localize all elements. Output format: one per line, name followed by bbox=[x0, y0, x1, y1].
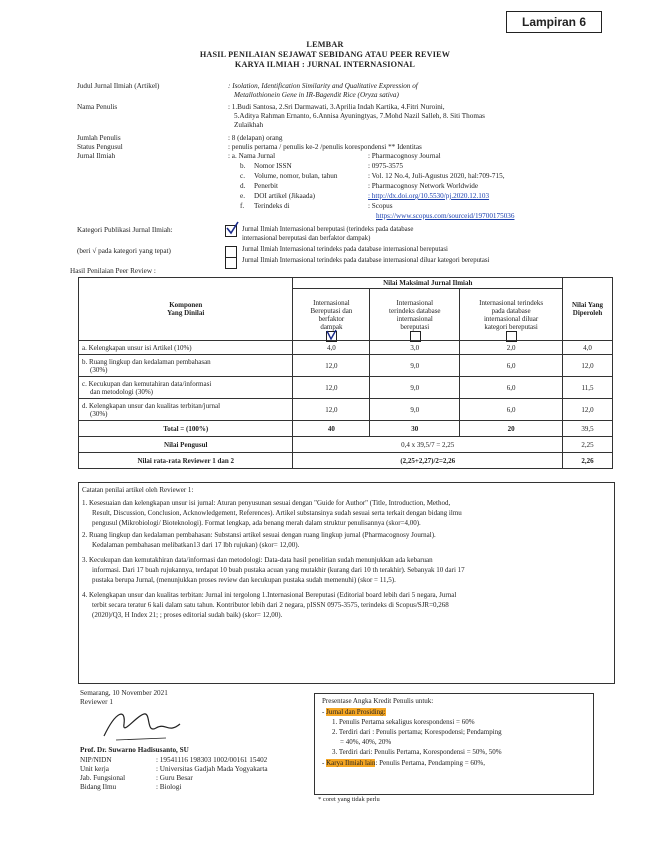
journal-value: : Scopus bbox=[368, 202, 393, 210]
score-cell: 12,0 bbox=[563, 399, 613, 421]
credit-bullet: - Jurnal dan Prosiding: bbox=[322, 708, 386, 716]
meta-label: Status Pengusul bbox=[77, 143, 123, 151]
col1-checkbox[interactable] bbox=[326, 331, 337, 342]
credit-line: = 40%, 40%, 20% bbox=[340, 738, 392, 746]
note-line: 4. Kelengkapan unsur dan kualitas terbitan: Jurnal ini tergolong 1.Internasional Bereputasi (Editorial board lebih dari 5 negara, Jurnal bbox=[82, 591, 457, 599]
journal-label: Volume, nomor, bulan, tahun bbox=[254, 172, 338, 180]
note-line: 2. Ruang lingkup dan kedalaman pembahasan: Substansi artikel sesuai dengan ruang lingkup jurnal (Pharmacognosy Journal). bbox=[82, 531, 436, 539]
sign-field-label: Jab. Fungsional bbox=[80, 774, 126, 782]
title-line-2: HASIL PENILAIAN SEJAWAT SEBIDANG ATAU PEER REVIEW bbox=[199, 50, 451, 59]
sign-field-label: Bidang Ilmu bbox=[80, 783, 117, 791]
credit-line: 2. Terdiri dari : Penulis pertama; Korespodensi; Pendamping bbox=[332, 728, 502, 736]
meta-label: Jumlah Penulis bbox=[77, 134, 121, 142]
score-cell: 2,26 bbox=[563, 453, 613, 469]
category-option: internasional bereputasi dan berfaktor dampak) bbox=[242, 235, 371, 242]
table-row: a. Kelengkapan unsur isi Artikel (10%) 4,0 3,0 2,0 4,0 bbox=[79, 341, 613, 355]
note-line: Result, Discussion, Conclusion, Acknowledgement, References). Artikel substansinya sudah sesuai serta terkait dengan bidang ilmu bbox=[92, 509, 462, 517]
meta-value: : a. Nama Jurnal bbox=[228, 152, 276, 160]
category-checkbox-1[interactable] bbox=[225, 225, 237, 237]
header-komponen: Komponen Yang Dinilai bbox=[79, 278, 293, 341]
note-line: informasi. Dari 17 buah rujukannya, terdapat 10 buah pustaka acuan yang mutakhir (kurang dari 10 th terakhir). Sebanyak 10 dari 17 bbox=[92, 566, 465, 574]
sign-field-label: NIP/NIDN bbox=[80, 756, 112, 764]
reviewer-name: Prof. Dr. Suwarno Hadisusanto, SU bbox=[80, 746, 189, 754]
journal-value: : Pharmacognosy Network Worldwide bbox=[368, 182, 479, 190]
journal-name: : Pharmacognosy Journal bbox=[368, 152, 441, 160]
sign-field-label: Unit kerja bbox=[80, 765, 109, 773]
meta-value: 5.Aditya Rahman Ernanto, 6.Annisa Ayuningtyas, 7.Mohd Nazil Salleh, 8. Siti Thomas bbox=[234, 112, 485, 120]
credit-line: 3. Terdiri dari: Penulis Pertama, Korespondensi = 50%, 50% bbox=[332, 748, 502, 756]
table-caption: Hasil Penilaian Peer Review : bbox=[70, 267, 156, 275]
score-cell: 2,25 bbox=[563, 437, 613, 453]
table-row: d. Kelengkapan unsur dan kualitas terbitan/jurnal (30%) 12,0 9,0 6,0 12,0 bbox=[79, 399, 613, 421]
lampiran-badge: Lampiran 6 bbox=[506, 11, 602, 33]
header-col2: Internasional terindeks database internasional bereputasi bbox=[370, 289, 460, 341]
doi-link[interactable]: : http://dx.doi.org/10.5530/pj.2020.12.103 bbox=[368, 192, 490, 200]
meta-value: Metallothionein Gene in IR-Bagendit Rice (Oryza sativa) bbox=[234, 91, 399, 99]
score-table bbox=[78, 277, 613, 469]
sign-field-value: : 19541116 198303 1002/00161 15402 bbox=[156, 756, 268, 764]
note-line: (2020)/Q3, H Index 21; ; proses editorial sudah baik) (skor= 12,00). bbox=[92, 611, 283, 619]
table-row: b. Ruang lingkup dan kedalaman pembahasan (30%) 12,0 9,0 6,0 12,0 bbox=[79, 355, 613, 377]
journal-label: Nomor ISSN bbox=[254, 162, 292, 170]
meta-value: : Isolation, Identification Similarity and Qualitative Expression of bbox=[228, 82, 418, 90]
journal-label: Terindeks di bbox=[254, 202, 290, 210]
sign-field-value: : Guru Besar bbox=[156, 774, 193, 782]
meta-value: : penulis pertama / penulis ke-2 /penulis korespondensi ** Identitas bbox=[228, 143, 422, 151]
category-option: Jurnal Ilmiah Internasional terindeks pada database internasional diluar kategori bereputasi bbox=[242, 257, 490, 264]
header-col1: Internasional Bereputasi dan berfaktor dampak bbox=[293, 289, 370, 341]
journal-label: Penerbit bbox=[254, 182, 278, 190]
score-cell: 4,0 bbox=[563, 341, 613, 355]
table-avg-row: Nilai rata-rata Reviewer 1 dan 2 (2,25+2,27)/2=2,26 2,26 bbox=[79, 453, 613, 469]
meta-label: Nama Penulis bbox=[77, 103, 118, 111]
sign-field-value: : Universitas Gadjah Mada Yogyakarta bbox=[156, 765, 268, 773]
credit-line: 1. Penulis Pertama sekaligus korespondensi = 60% bbox=[332, 718, 475, 726]
journal-key: e. bbox=[240, 192, 245, 200]
scopus-link[interactable]: https://www.scopus.com/sourceid/19700175036 bbox=[376, 212, 515, 220]
table-total-row: Total = (100%) 40 30 20 39,5 bbox=[79, 421, 613, 437]
journal-label: DOI artikel (Jikaada) bbox=[254, 192, 316, 200]
category-option: Jurnal Ilmiah Internasional bereputasi (terindeks pada database bbox=[242, 226, 414, 233]
credit-title: Presentase Angka Kredit Penulis untuk: bbox=[322, 697, 434, 705]
score-cell: 11,5 bbox=[563, 377, 613, 399]
notes-heading: Catatan penilai artikel oleh Reviewer 1: bbox=[82, 486, 194, 494]
journal-key: d. bbox=[240, 182, 246, 190]
journal-value: : Vol. 12 No.4, Juli-Agustus 2020, hal:709-715, bbox=[368, 172, 505, 180]
category-label: Kategori Publikasi Jurnal Ilmiah: bbox=[77, 226, 173, 234]
footnote: * coret yang tidak perlu bbox=[318, 796, 380, 803]
journal-value: : 0975-3575 bbox=[368, 162, 403, 170]
table-row: c. Kecukupan dan kemutahiran data/informasi dan metodologi (30%) 12,0 9,0 6,0 11,5 bbox=[79, 377, 613, 399]
credit-b-head: Karya Ilmiah lain bbox=[326, 759, 376, 767]
sign-field-value: : Biologi bbox=[156, 783, 182, 791]
meta-value: : 1.Budi Santosa, 2.Sri Darmawati, 3.Aprilia Indah Kartika, 4.Fitri Nuroini, bbox=[228, 103, 445, 111]
header-col3: Internasional terindeks pada database internasional diluar kategori bereputasi bbox=[460, 289, 563, 341]
note-line: 3. Kecukupan dan kemutakhiran data/informasi dan metodologi: Data-data hasil penelitian sudah menunjukkan ada kebaruan bbox=[82, 556, 433, 564]
score-cell: 39,5 bbox=[563, 421, 613, 437]
header-final: Nilai Yang Diperoleh bbox=[563, 278, 613, 341]
note-line: pustaka berupa Jurnal, (menunjukkan proses review dan kecukupan pustaka sudah memenuhi) (skor = 11,5). bbox=[92, 576, 396, 584]
signature-scribble bbox=[96, 706, 186, 746]
header-max: Nilai Maksimal Jurnal Ilmiah bbox=[293, 278, 563, 289]
journal-key: b. bbox=[240, 162, 246, 170]
note-line: Kedalaman pembahasan melibatkan13 dari 17 lbh rujukan) (skor= 12,00). bbox=[92, 541, 300, 549]
title-line-3: KARYA ILMIAH : JURNAL INTERNASIONAL bbox=[234, 60, 416, 69]
check-icon bbox=[225, 221, 239, 235]
sign-role: Reviewer 1 bbox=[80, 698, 113, 706]
sign-date: Semarang, 10 November 2021 bbox=[80, 689, 168, 697]
journal-key: f. bbox=[240, 202, 245, 210]
table-pengusul-row: Nilai Pengusul 0,4 x 39,5/7 = 2,25 2,25 bbox=[79, 437, 613, 453]
category-checkbox-3[interactable] bbox=[225, 257, 237, 269]
credit-b-tail: : Penulis Pertama, Pendamping = 60%, bbox=[375, 759, 485, 767]
journal-key: c. bbox=[240, 172, 245, 180]
check-icon bbox=[326, 329, 338, 341]
meta-label: Judul Jurnal Ilmiah (Artikel) bbox=[77, 82, 160, 90]
col2-checkbox[interactable] bbox=[410, 331, 421, 342]
note-line: 1. Kesesuaian dan kelengkapan unsur isi jurnal: Aturan penyusunan sesuai dengan "Guide for Author" (Title, Introduction, Method, bbox=[82, 499, 451, 507]
note-line: terbit secara teratur 6 kali dalam satu tahun. Kontributor lebih dari 2 negara, pISSN 0975-3575, terindeks di Scopus/SJR=0,268 bbox=[92, 601, 449, 609]
category-option: Jurnal Ilmiah Internasional terindeks pada database internasional bereputasi bbox=[242, 246, 448, 253]
meta-value: : 8 (delapan) orang bbox=[228, 134, 283, 142]
category-hint: (beri √ pada kategori yang tepat) bbox=[77, 247, 171, 255]
meta-value: Zulaikhah bbox=[234, 121, 264, 129]
title-line-1: LEMBAR bbox=[306, 40, 344, 49]
score-cell: 12,0 bbox=[563, 355, 613, 377]
col3-checkbox[interactable] bbox=[506, 331, 517, 342]
note-line: pengusul (Mikrobiologi/ Bioteknologi). Format lengkap, ada benang merah dalam struktur penulisannya (skor=4,00). bbox=[92, 519, 421, 527]
credit-bullet: - Karya Ilmiah lain: Penulis Pertama, Pendamping = 60%, bbox=[322, 759, 485, 767]
meta-label: Jurnal Ilmiah bbox=[77, 152, 116, 160]
credit-a-head: Jurnal dan Prosiding: bbox=[326, 708, 386, 716]
